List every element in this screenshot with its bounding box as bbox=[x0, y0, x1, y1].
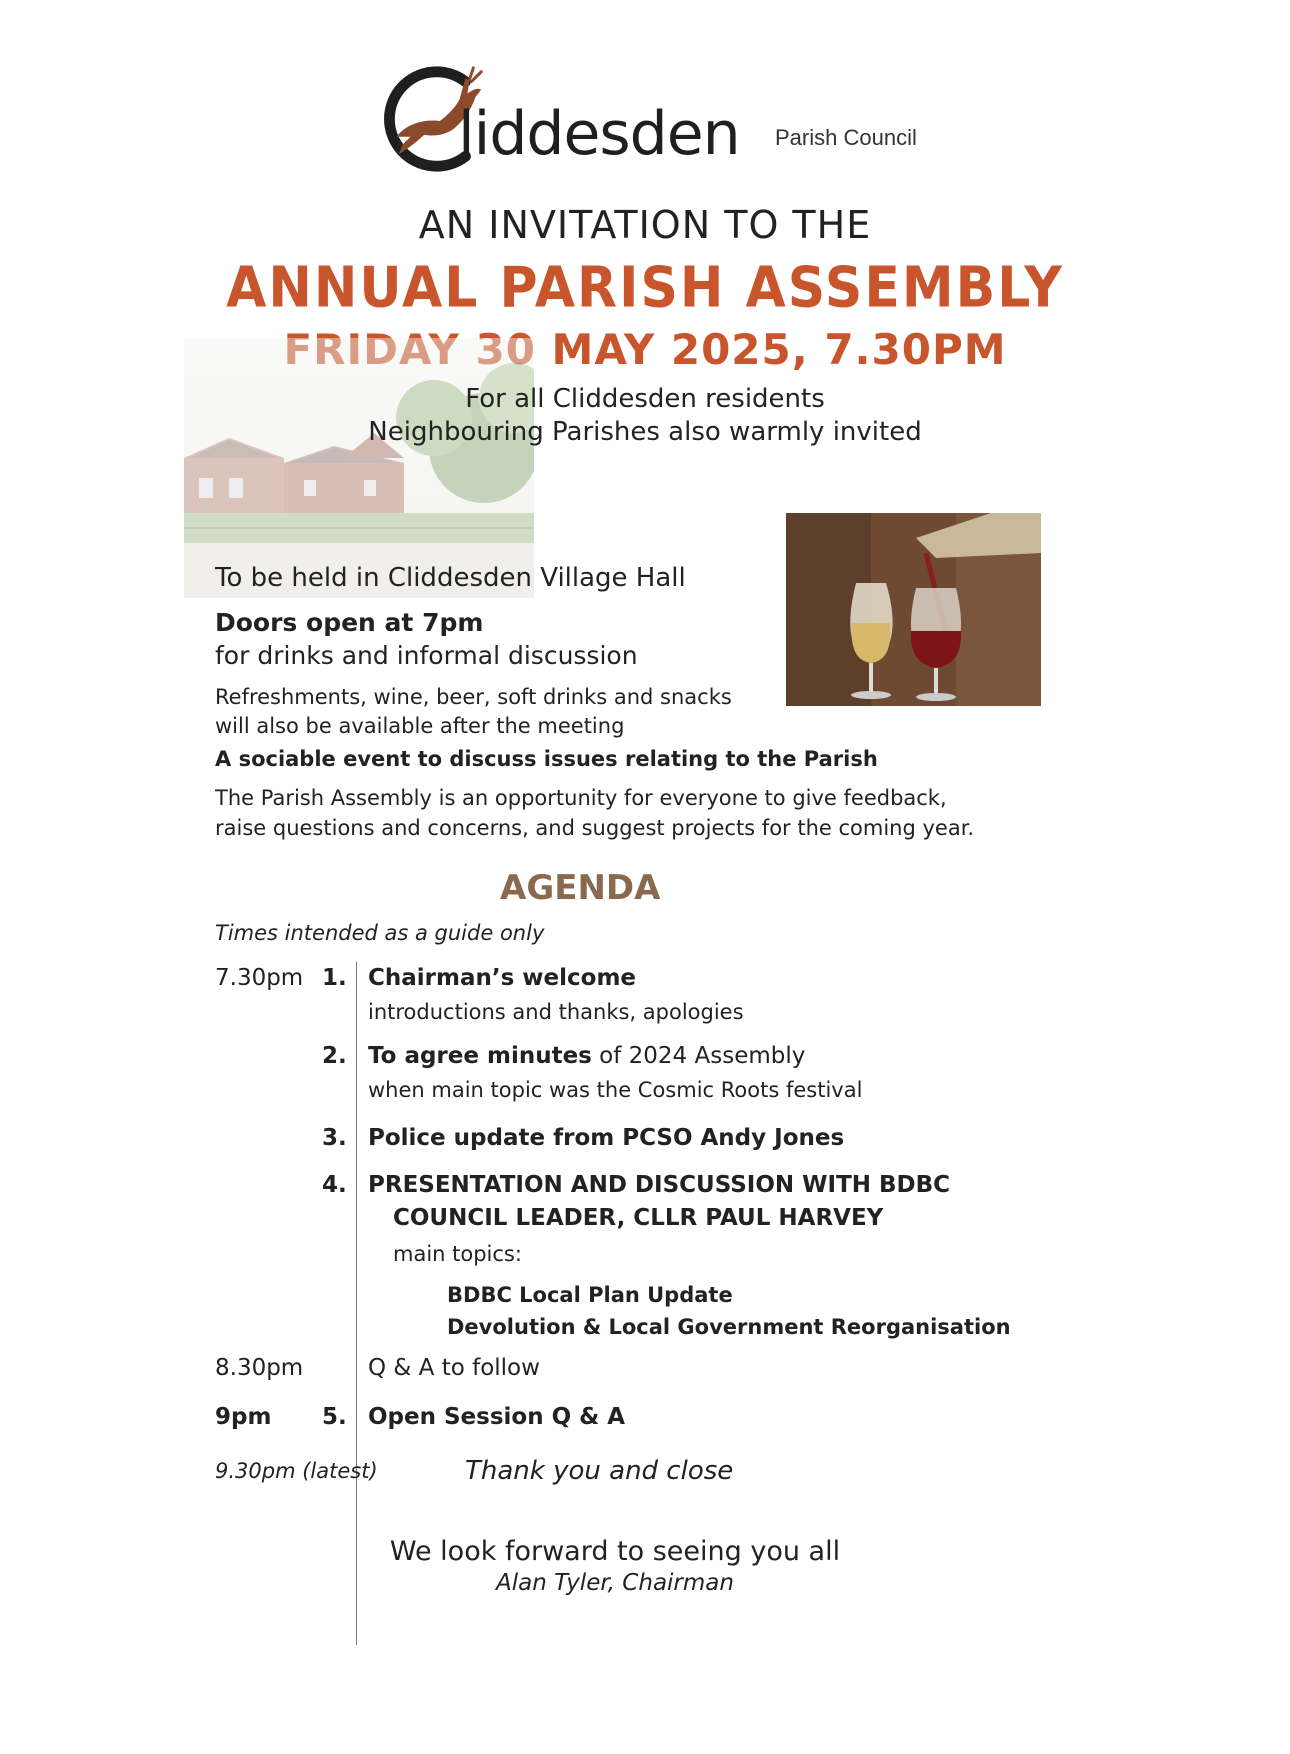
agenda-num-5: 5. bbox=[322, 1404, 347, 1430]
logo-wordmark: liddesden bbox=[458, 99, 740, 169]
agenda-num-4: 4. bbox=[322, 1172, 347, 1198]
agenda-time-5: 9pm bbox=[215, 1404, 272, 1430]
agenda-close-text: Thank you and close bbox=[465, 1456, 734, 1486]
event-date: FRIDAY 30 MAY 2025, 7.30PM bbox=[283, 325, 1007, 374]
drinks-text: for drinks and informal discussion bbox=[215, 641, 638, 670]
village-hall-photo bbox=[184, 338, 534, 598]
agenda-title: AGENDA bbox=[500, 868, 661, 908]
agenda-time-qa: 8.30pm bbox=[215, 1355, 304, 1381]
agenda-item-4-title-2: COUNCIL LEADER, CLLR PAUL HARVEY bbox=[393, 1205, 884, 1231]
agenda-guide-note: Times intended as a guide only bbox=[215, 921, 545, 945]
invitation-heading: AN INVITATION TO THE bbox=[418, 203, 872, 247]
venue-text: To be held in Cliddesden Village Hall bbox=[215, 563, 686, 593]
agenda-topic-1: BDBC Local Plan Update bbox=[447, 1283, 733, 1307]
agenda-item-1-title: Chairman’s welcome bbox=[368, 965, 637, 991]
wine-glasses-photo bbox=[786, 513, 1041, 706]
agenda-item-3-title: Police update from PCSO Andy Jones bbox=[368, 1125, 845, 1151]
agenda-item-5-title: Open Session Q & A bbox=[368, 1404, 626, 1430]
refreshments-text: Refreshments, wine, beer, soft drinks and snacks will also be available after the meeting bbox=[215, 685, 732, 738]
agenda-num-3: 3. bbox=[322, 1125, 347, 1151]
agenda-item-2-sub: when main topic was the Cosmic Roots festival bbox=[368, 1078, 863, 1102]
sociable-heading: A sociable event to discuss issues relating to the Parish bbox=[215, 747, 878, 771]
agenda-time-close: 9.30pm (latest) bbox=[215, 1459, 378, 1483]
chairman-signature: Alan Tyler, Chairman bbox=[496, 1570, 734, 1596]
agenda-num-1: 1. bbox=[322, 965, 347, 991]
doors-open-text: Doors open at 7pm bbox=[215, 608, 484, 637]
agenda-qa-text: Q & A to follow bbox=[368, 1355, 540, 1381]
agenda-item-2-title: To agree minutes of 2024 Assembly bbox=[368, 1043, 806, 1069]
agenda-item-4-title-1: PRESENTATION AND DISCUSSION WITH BDBC bbox=[368, 1172, 951, 1198]
closing-line: We look forward to seeing you all bbox=[389, 1536, 841, 1567]
logo-subtitle: Parish Council bbox=[775, 125, 917, 150]
agenda-item-4-sub: main topics: bbox=[393, 1242, 522, 1266]
agenda-num-2: 2. bbox=[322, 1043, 347, 1069]
event-title: ANNUAL PARISH ASSEMBLY bbox=[226, 255, 1064, 321]
council-logo bbox=[370, 60, 950, 175]
agenda-time-1: 7.30pm bbox=[215, 965, 304, 991]
agenda-topic-2: Devolution & Local Government Reorganisation bbox=[447, 1315, 1011, 1339]
audience-line-1: For all Cliddesden residents bbox=[465, 384, 825, 414]
audience-line-2: Neighbouring Parishes also warmly invited bbox=[368, 417, 922, 447]
opportunity-text: The Parish Assembly is an opportunity for everyone to give feedback, raise questions and concerns, and suggest projects for the coming year. bbox=[215, 786, 975, 840]
agenda-item-1-sub: introductions and thanks, apologies bbox=[368, 1000, 744, 1024]
